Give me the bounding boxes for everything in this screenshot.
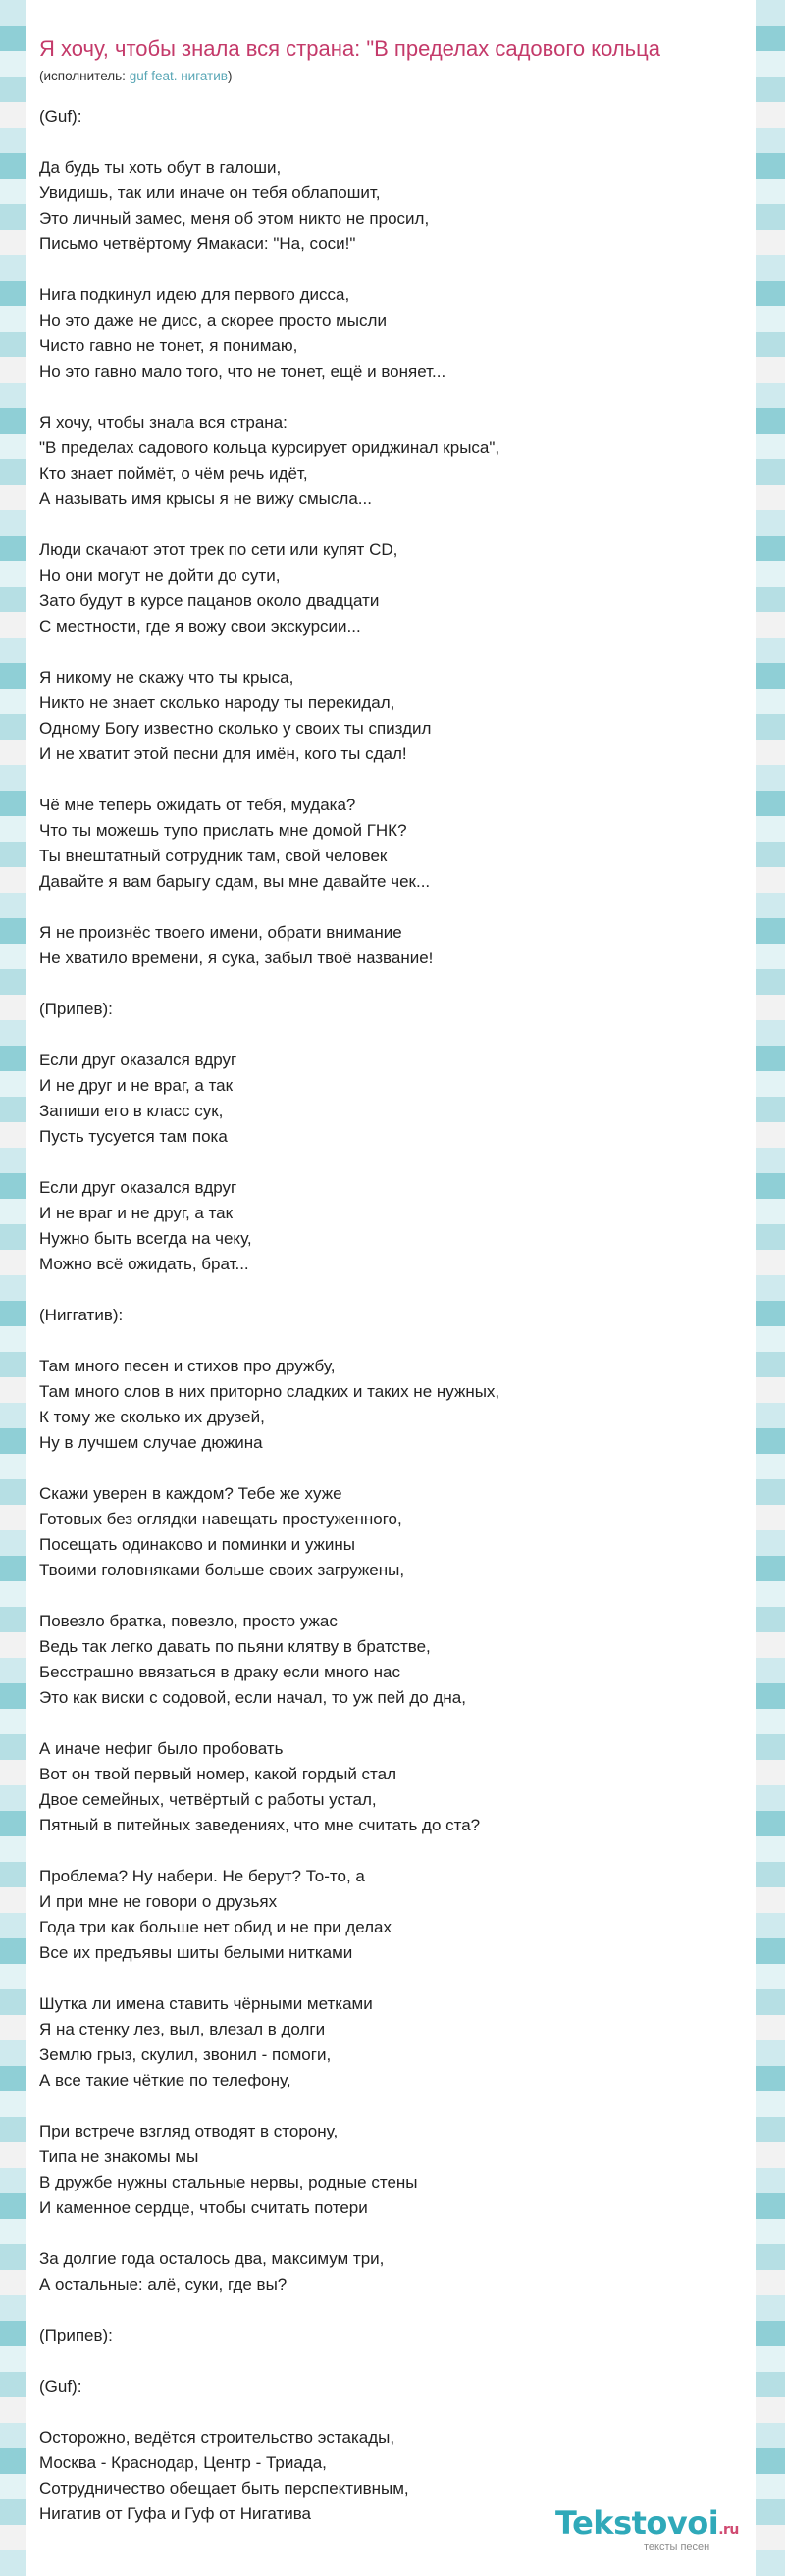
logo-tagline: тексты песен	[644, 2541, 710, 2552]
page-title: Я хочу, чтобы знала вся страна: "В пределах садового кольца	[39, 36, 660, 61]
logo-tld: .ru	[718, 2522, 739, 2538]
performer-line	[39, 69, 232, 83]
performer-prefix: (исполнитель:	[39, 69, 130, 83]
performer-suffix: )	[227, 69, 233, 83]
artist-link[interactable]: guf feat. нигатив	[129, 69, 228, 83]
site-logo[interactable]	[555, 2503, 752, 2562]
lyrics-text: (Guf): Да будь ты хоть обут в галоши, Увидишь, так или иначе он тебя облапошит, Это личный замес, меня об этом никто не просил, Письмо четвёртому Ямакаси: "На, соси!" Нига подкинул идею для первого дисса, Но это даже не дисс, а скорее просто мысли Чисто гавно не тонет, я понимаю, Но это гавно мало того, что не тонет, ещё и воняет... Я хочу, чтобы знала вся страна: "В пределах садового кольца курсирует ориджинал крыса", Кто знает поймёт, о чём речь идёт, А называть имя крысы я не вижу смысла... Люди скачают этот трек по сети или купят CD, Но они могут не дойти до сути, Зато будут в курсе пацанов около двадцати С местности, где я вожу свои экскурсии... Я никому не скажу что ты крыса, Никто не знает сколько народу ты перекидал, Одному Богу известно сколько у своих ты спиздил И не хватит этой песни для имён, кого ты сдал! Чё мне теперь ожидать от тебя, мудака? Что ты можешь тупо прислать мне домой ГНК? Ты внештатный сотрудник там, свой человек Давайте я вам барыгу сдам, вы мне давайте чек... Я не произнёс твоего имени, обрати внимание Не хватило времени, я сука, забыл твоё название! (Припев): Если друг оказался вдруг И не друг и не враг, а так Запиши его в класс сук, Пусть тусуется там пока Если друг оказался вдруг И не враг и не друг, а так Нужно быть всегда на чеку, Можно всё ожидать, брат... (Ниггатив): Там много песен и стихов про дружбу, Там много слов в них приторно сладких и таких не нужных, К тому же сколько их друзей, Ну в лучшем случае дюжина Скажи уверен в каждом? Тебе же хуже Готовых без оглядки навещать простуженного, Посещать одинаково и поминки и ужины Твоими головняками больше своих загружены, Повезло братка, повезло, просто ужас Ведь так легко давать по пьяни клятву в братстве, Бесстрашно ввязаться в драку если много нас Это как виски с содовой, если начал, то уж пей до дна, А иначе нефиг было пробовать Вот он твой первый номер, какой гордый стал Двое семейных, четвёртый с работы устал, Пятный в питейных заведениях, что мне считать до ста? Проблема? Ну набери. Не берут? То-то, а И при мне не говори о друзьях Года три как больше нет обид и не при делах Все их предъявы шиты белыми нитками Шутка ли имена ставить чёрными метками Я на стенку лез, выл, влезал в долги Землю грыз, скулил, звонил - помоги, А все такие чёткие по телефону, При встрече взгляд отводят в сторону, Типа не знакомы мы В дружбе нужны стальные нервы, родные стены И каменное сердце, чтобы считать потери За долгие года осталось два, максимум три, А остальные: алё, суки, где вы? (Припев): (Guf): Осторожно, ведётся строительство эстакады, Москва - Краснодар, Центр - Триада, Сотрудничество обещает быть перспективным, Нигатив от Гуфа и Гуф от Нигатива	[39, 107, 500, 2523]
logo-name: Tekstovoi	[555, 2504, 719, 2542]
